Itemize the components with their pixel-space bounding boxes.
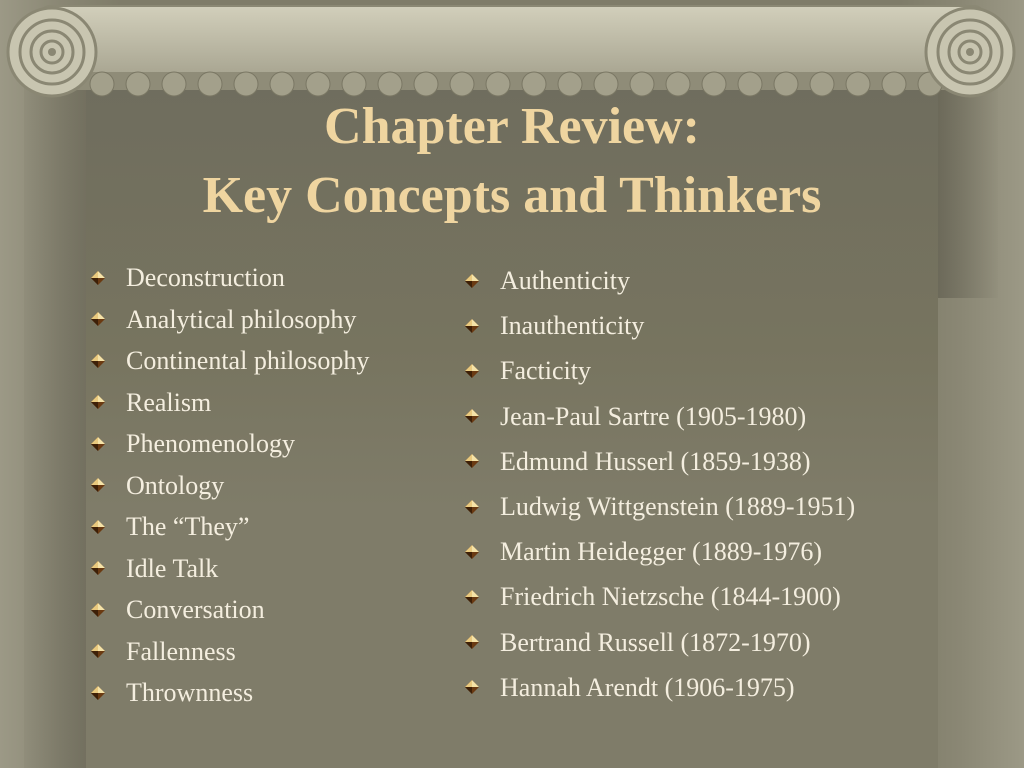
list-item <box>90 257 450 299</box>
diamond-bullet-icon <box>90 270 106 286</box>
list-item-text: Conversation <box>126 595 265 624</box>
list-item-text: Jean-Paul Sartre (1905-1980) <box>500 401 807 431</box>
diamond-bullet-icon <box>90 394 106 410</box>
list-item-text: Authenticity <box>500 266 630 295</box>
list-item-text: Realism <box>126 387 212 417</box>
list-item <box>90 589 450 631</box>
list-item-text: Idle Talk <box>126 553 219 583</box>
diamond-bullet-icon <box>464 499 480 515</box>
list-item <box>464 484 984 529</box>
diamond-bullet-icon <box>90 436 106 452</box>
list-item-text: Ludwig Wittgenstein (1889-1951) <box>500 491 856 521</box>
list-item <box>90 423 450 465</box>
diamond-bullet-icon <box>464 273 480 289</box>
diamond-bullet-icon <box>464 408 480 424</box>
list-item <box>464 620 984 665</box>
diamond-bullet-icon <box>90 311 106 327</box>
list-item-text: Edmund Husserl (1859-1938) <box>500 446 811 476</box>
ionic-column-capital <box>0 0 1024 100</box>
title-line-1: Chapter Review: <box>324 98 700 155</box>
diamond-bullet-icon <box>90 353 106 369</box>
diamond-bullet-icon <box>464 679 480 695</box>
list-item <box>90 382 450 424</box>
list-item <box>464 665 984 710</box>
diamond-bullet-icon <box>464 453 480 469</box>
diamond-bullet-icon <box>464 544 480 560</box>
list-item <box>464 258 984 303</box>
diamond-bullet-icon <box>90 519 106 535</box>
list-item <box>464 574 984 619</box>
list-item-text: Ontology <box>126 470 225 500</box>
list-item-text: The “They” <box>126 512 250 541</box>
list-item <box>90 672 450 714</box>
list-item <box>464 303 984 348</box>
title-line-2: Key Concepts and Thinkers <box>202 167 822 224</box>
list-item-text: Fallenness <box>126 636 236 666</box>
list-item-text: Thrownness <box>126 678 254 707</box>
list-item <box>90 631 450 673</box>
list-item <box>464 394 984 439</box>
diamond-bullet-icon <box>90 643 106 659</box>
list-item-text: Hannah Arendt (1906-1975) <box>500 672 795 702</box>
list-item-text: Facticity <box>500 356 591 386</box>
list-item <box>90 548 450 590</box>
column-shadow-left <box>24 88 86 768</box>
list-item-text: Deconstruction <box>126 263 285 292</box>
list-item <box>90 299 450 341</box>
diamond-bullet-icon <box>464 318 480 334</box>
list-item-text: Inauthenticity <box>500 311 645 341</box>
diamond-bullet-icon <box>90 477 106 493</box>
concepts-list-right <box>464 258 984 710</box>
list-item <box>90 465 450 507</box>
diamond-bullet-icon <box>90 560 106 576</box>
list-item-text: Analytical philosophy <box>126 304 357 334</box>
list-item-text: Phenomenology <box>126 429 295 458</box>
diamond-bullet-icon <box>464 589 480 605</box>
diamond-bullet-icon <box>464 363 480 379</box>
list-item-text: Continental philosophy <box>126 346 370 375</box>
list-item <box>90 506 450 548</box>
concepts-list-left <box>90 257 450 714</box>
list-item <box>464 529 984 574</box>
list-item <box>464 439 984 484</box>
volute-left-icon <box>8 8 96 96</box>
list-item-text: Martin Heidegger (1889-1976) <box>500 537 823 567</box>
list-item <box>464 348 984 393</box>
diamond-bullet-icon <box>464 634 480 650</box>
slide-title <box>86 92 938 230</box>
diamond-bullet-icon <box>90 685 106 701</box>
list-item <box>90 340 450 382</box>
list-item-text: Bertrand Russell (1872-1970) <box>500 627 811 657</box>
volute-right-icon <box>926 8 1014 96</box>
diamond-bullet-icon <box>90 602 106 618</box>
list-item-text: Friedrich Nietzsche (1844-1900) <box>500 582 841 612</box>
